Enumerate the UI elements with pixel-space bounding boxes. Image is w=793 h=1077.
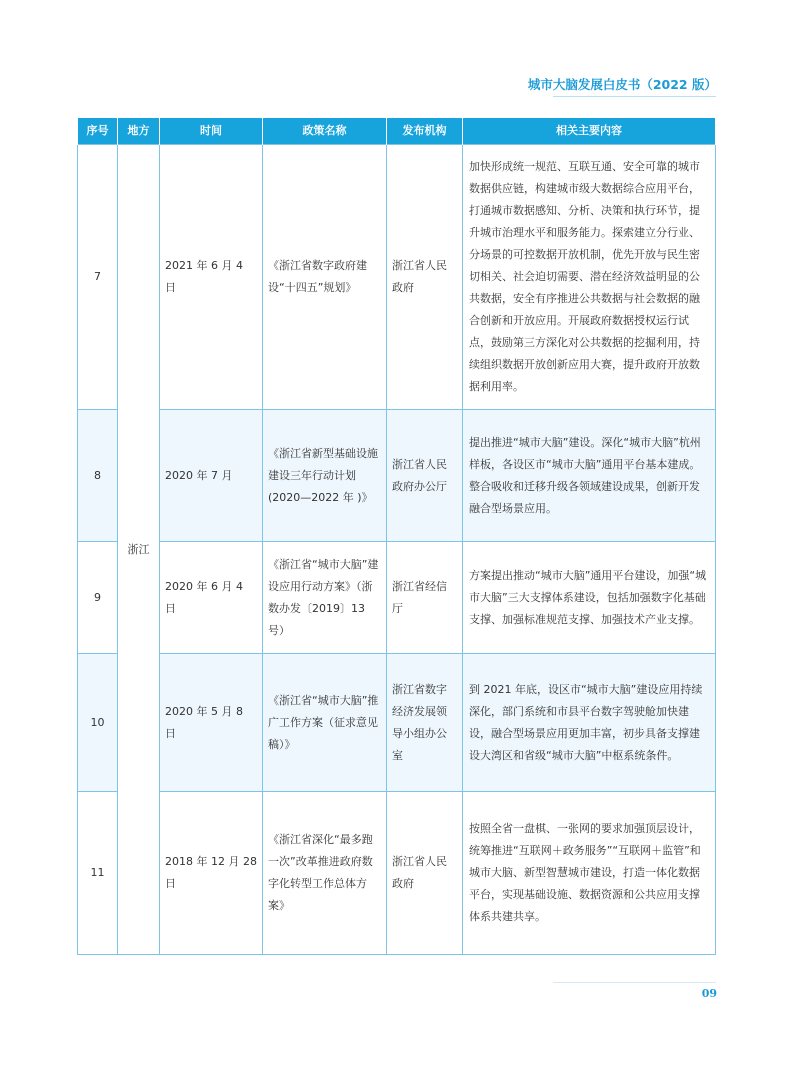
table-row	[78, 654, 716, 792]
column-header-issuer: 发布机构	[387, 118, 463, 145]
column-header-content: 相关主要内容	[463, 118, 716, 145]
row-content: 到 2021 年底，设区市“城市大脑”建设应用持续深化，部门系统和市县平台数字驾驶舱加快建设，融合型场景应用更加丰富，初步具备支撑建设大湾区和省级“城市大脑”中枢系统条件。	[463, 654, 716, 792]
row-policy-name: 《浙江省深化“最多跑一次”改革推进政府数字化转型工作总体方案》	[263, 792, 387, 955]
row-number: 8	[78, 410, 118, 542]
row-issuer: 浙江省人民政府办公厅	[387, 410, 463, 542]
table-row	[78, 792, 716, 955]
footer-divider	[553, 982, 716, 983]
row-issuer: 浙江省经信厅	[387, 542, 463, 654]
row-issuer: 浙江省数字经济发展领导小组办公室	[387, 654, 463, 792]
row-number: 10	[78, 654, 118, 792]
row-policy-name: 《浙江省“城市大脑”建设应用行动方案》（浙数办发〔2019〕13 号）	[263, 542, 387, 654]
row-policy-name: 《浙江省数字政府建设“十四五”规划》	[263, 145, 387, 410]
column-header-policy: 政策名称	[263, 118, 387, 145]
table-row	[78, 542, 716, 654]
row-number: 7	[78, 145, 118, 410]
table-row	[78, 410, 716, 542]
page-number: 09	[701, 987, 717, 1000]
table-header-row	[78, 118, 716, 145]
document-title: 城市大脑发展白皮书（2022 版）	[527, 77, 717, 92]
header-divider	[553, 96, 716, 97]
row-number: 11	[78, 792, 118, 955]
table-row	[78, 145, 716, 410]
row-content: 加快形成统一规范、互联互通、安全可靠的城市数据供应链，构建城市级大数据综合应用平台，打通城市数据感知、分析、决策和执行环节，提升城市治理水平和服务能力。探索建立分行业、分场景的可控数据开放机制，优先开放与民生密切相关、社会迫切需要、潜在经济效益明显的公共数据，安全有序推进公共数据与社会数据的融合创新和开放应用。开展政府数据授权运行试点，鼓励第三方深化对公共数据的挖掘利用，持续组织数据开放创新应用大赛，提升政府开放数据利用率。	[463, 145, 716, 410]
row-content: 提出推进“城市大脑”建设。深化“城市大脑”杭州样板，各设区市“城市大脑”通用平台基本建成。整合吸收和迁移升级各领域建设成果，创新开发融合型场景应用。	[463, 410, 716, 542]
row-time: 2021 年 6 月 4 日	[160, 145, 263, 410]
column-header-region: 地方	[118, 118, 160, 145]
row-policy-name: 《浙江省新型基础设施建设三年行动计划(2020—2022 年 )》	[263, 410, 387, 542]
row-content: 方案提出推动“城市大脑”通用平台建设，加强“城市大脑”三大支撑体系建设，包括加强数字化基础支撑、加强标准规范支撑、加强技术产业支撑。	[463, 542, 716, 654]
row-issuer: 浙江省人民政府	[387, 792, 463, 955]
column-header-time: 时间	[160, 118, 263, 145]
policy-table	[77, 118, 716, 955]
row-issuer: 浙江省人民政府	[387, 145, 463, 410]
row-content: 按照全省一盘棋、一张网的要求加强顶层设计，统筹推进“互联网＋政务服务”“互联网＋监管”和城市大脑、新型智慧城市建设，打造一体化数据平台，实现基础设施、数据资源和公共应用支撑体系共建共享。	[463, 792, 716, 955]
column-header-no: 序号	[78, 118, 118, 145]
row-time: 2020 年 5 月 8 日	[160, 654, 263, 792]
row-time: 2020 年 7 月	[160, 410, 263, 542]
row-time: 2020 年 6 月 4 日	[160, 542, 263, 654]
row-time: 2018 年 12 月 28 日	[160, 792, 263, 955]
row-number: 9	[78, 542, 118, 654]
row-policy-name: 《浙江省“城市大脑”推广工作方案（征求意见稿）》	[263, 654, 387, 792]
region-cell: 浙江	[118, 145, 160, 955]
